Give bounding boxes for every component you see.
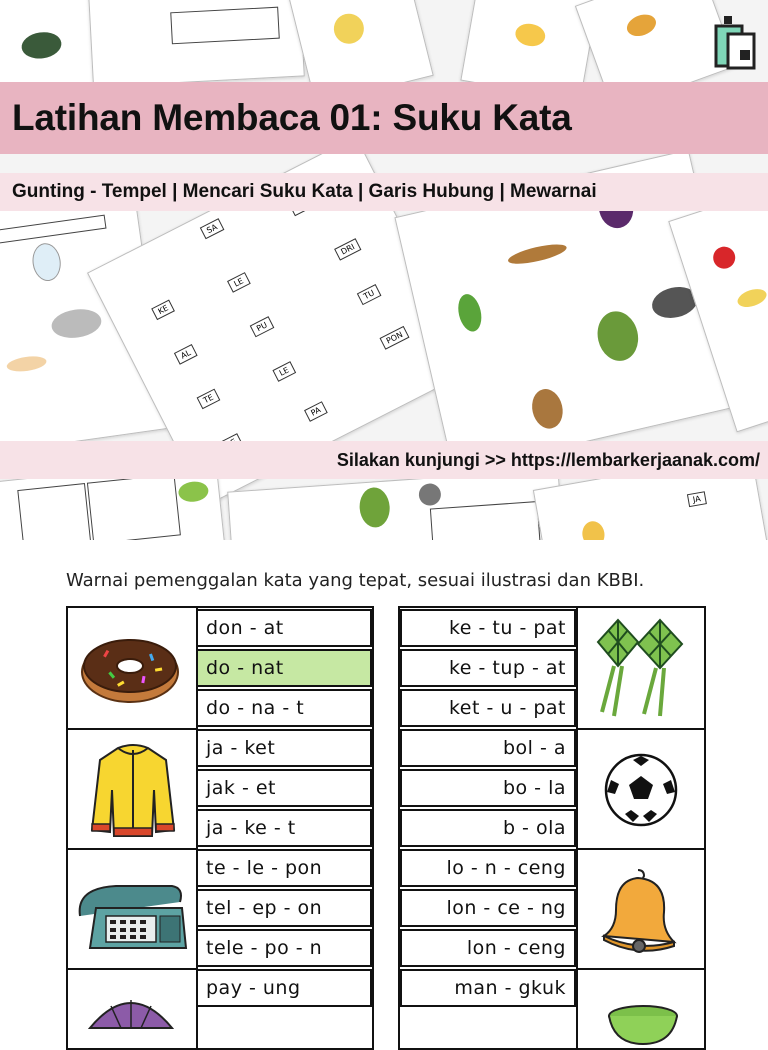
thumbnail-sheet <box>87 0 305 87</box>
syllable-option[interactable]: ja - ke - t <box>196 809 372 847</box>
donut-icon <box>80 628 180 708</box>
syllable-option[interactable]: do - nat <box>196 649 372 687</box>
thumbnail-sheet <box>227 469 565 540</box>
ketupat-icon <box>594 616 688 720</box>
syllable-option[interactable]: bo - la <box>400 769 576 807</box>
jacket-icon <box>88 740 178 840</box>
syllable-option[interactable]: bol - a <box>400 729 576 767</box>
syllable-option[interactable]: te - le - pon <box>196 849 372 887</box>
syllable-option[interactable]: ja - ket <box>196 729 372 767</box>
worksheet-instruction: Warnai pemenggalan kata yang tepat, sesuai ilustrasi dan KBBI. <box>66 570 645 591</box>
syllable-option[interactable]: lon - ceng <box>400 929 576 967</box>
thumbnail-sheet: JA <box>533 451 768 540</box>
page-subtitle: Gunting - Tempel | Mencari Suku Kata | Garis Hubung | Mewarnai <box>12 181 597 202</box>
left-word-table <box>66 606 374 1050</box>
syllable-option[interactable]: lon - ce - ng <box>400 889 576 927</box>
right-word-table <box>398 606 706 1050</box>
syllable-option[interactable]: tele - po - n <box>196 929 372 967</box>
telephone-icon <box>76 878 188 958</box>
syllable-option[interactable]: ke - tu - pat <box>400 609 576 647</box>
syllable-option[interactable]: tel - ep - on <box>196 889 372 927</box>
umbrella-icon <box>86 988 176 1048</box>
visit-band <box>0 441 768 479</box>
thumbnail-sheet: SA KE LE DRI AL PU TU TE LE PON PA <box>87 136 475 507</box>
title-band <box>0 82 768 154</box>
brand-logo <box>714 14 756 70</box>
page-title: Latihan Membaca 01: Suku Kata <box>12 97 572 138</box>
bell-icon <box>598 866 680 956</box>
syllable-option[interactable]: pay - ung <box>196 969 372 1007</box>
visit-link[interactable]: Silakan kunjungi >> https://lembarkerjaanak.com/ <box>336 449 760 470</box>
syllable-option[interactable]: ke - tup - at <box>400 649 576 687</box>
syllable-option[interactable]: lo - n - ceng <box>400 849 576 887</box>
syllable-option[interactable]: jak - et <box>196 769 372 807</box>
subtitle-band <box>0 173 768 211</box>
syllable-option[interactable]: man - gkuk <box>400 969 576 1007</box>
syllable-option[interactable]: ket - u - pat <box>400 689 576 727</box>
syllable-option[interactable]: b - ola <box>400 809 576 847</box>
syllable-option[interactable]: don - at <box>196 609 372 647</box>
ball-icon <box>603 752 679 828</box>
syllable-option[interactable]: do - na - t <box>196 689 372 727</box>
bowl-icon <box>606 1004 680 1048</box>
